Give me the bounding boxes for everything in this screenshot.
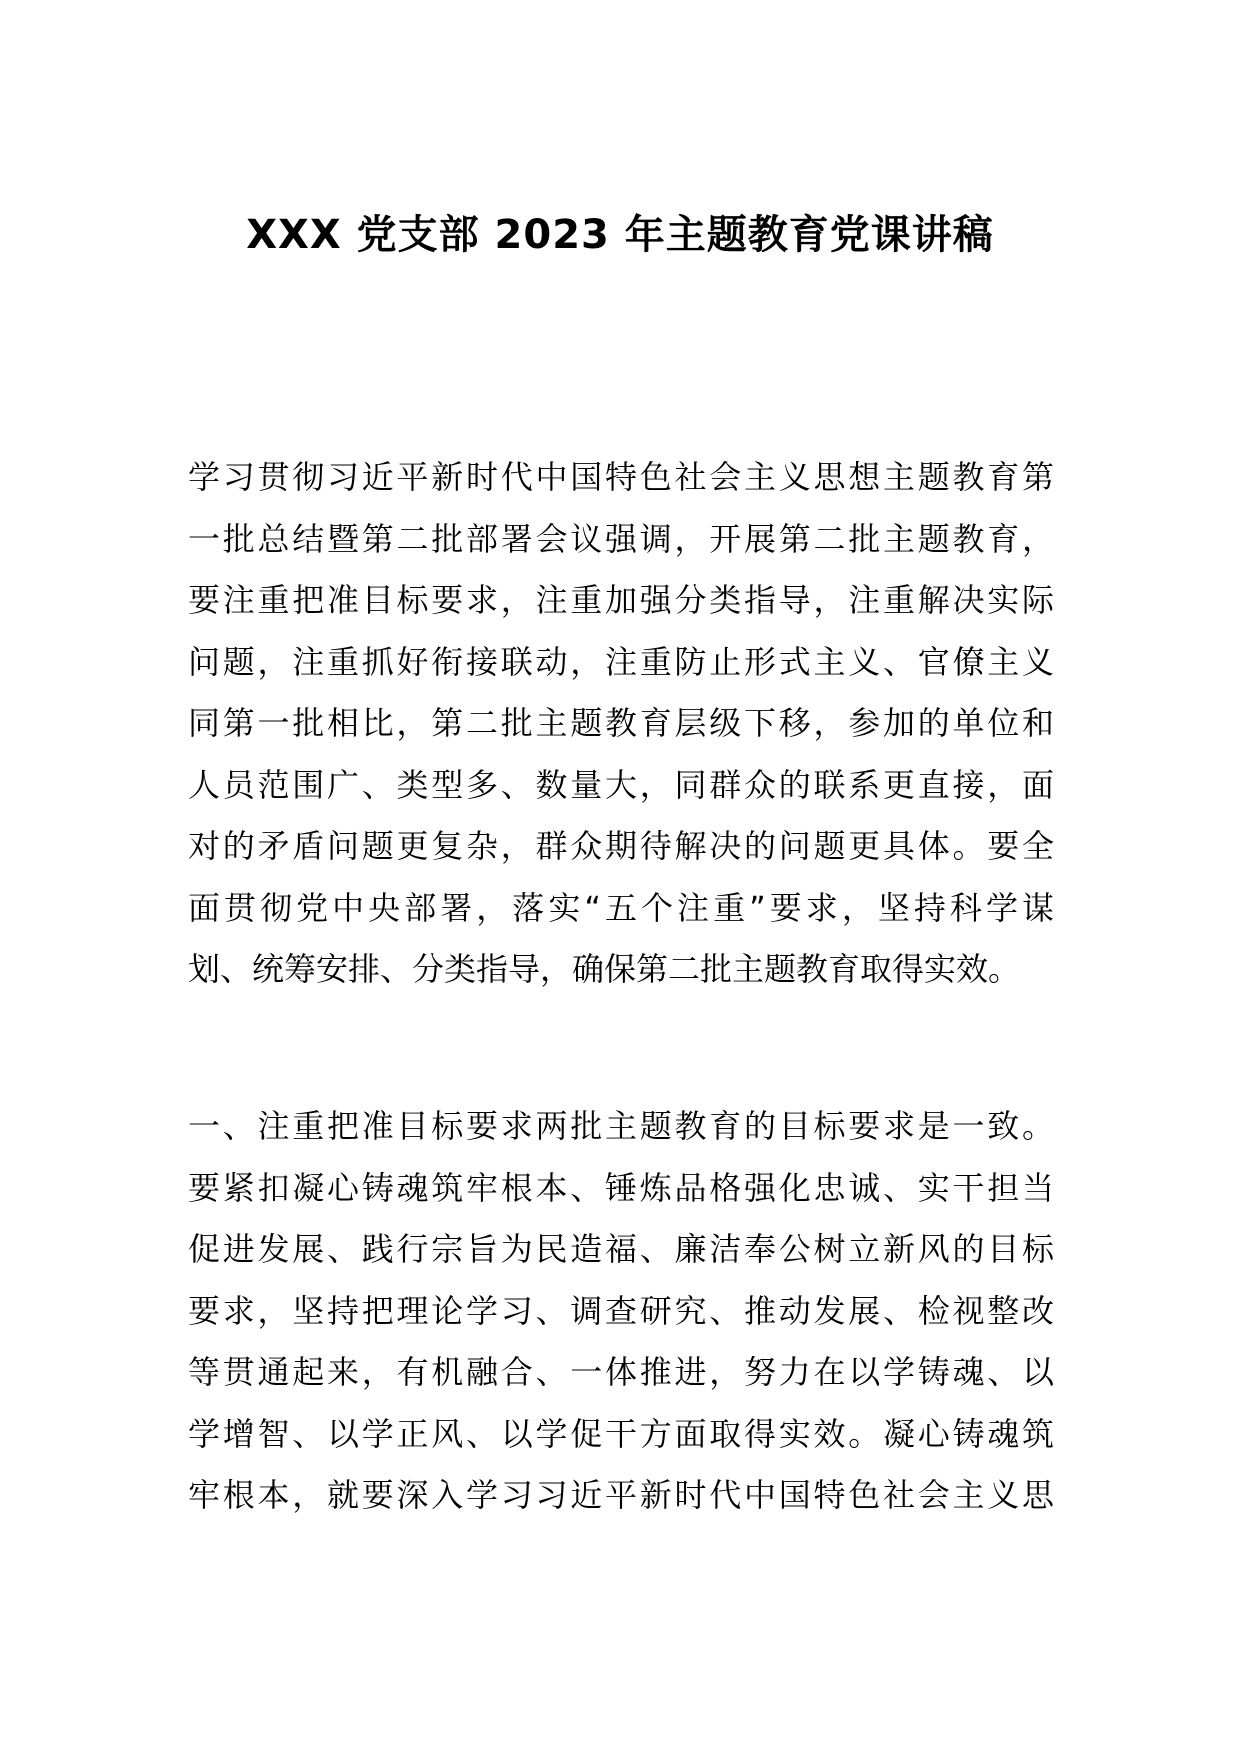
paragraph: [188, 1096, 1054, 1527]
section-one-paragraph: [188, 1096, 1054, 1527]
text-line: 牢根本，就要深入学习习近平新时代中国特色社会主义思: [188, 1476, 1054, 1514]
text-line: 等贯通起来，有机融合、一体推进，努力在以学铸魂、以: [188, 1353, 1054, 1391]
text-line: 问题，注重抓好衔接联动，注重防止形式主义、官僚主义: [188, 642, 1054, 681]
text-line: 人员范围广、类型多、数量大，同群众的联系更直接，面: [188, 765, 1054, 804]
text-line: 面贯彻党中央部署，落实“五个注重”要求，坚持科学谋: [188, 888, 1054, 927]
text-line: 要求，坚持把理论学习、调查研究、推动发展、检视整改: [188, 1291, 1054, 1330]
text-line: 一、注重把准目标要求两批主题教育的目标要求是一致。: [188, 1107, 1054, 1145]
document-title: XXX 党支部 2023 年主题教育党课讲稿: [246, 212, 994, 258]
text-line: 学习贯彻习近平新时代中国特色社会主义思想主题教育第: [188, 458, 1054, 496]
text-line: 对的矛盾问题更复杂，群众期待解决的问题更具体。要全: [188, 827, 1054, 865]
text-line: 要注重把准目标要求，注重加强分类指导，注重解决实际: [188, 581, 1054, 619]
intro-paragraph: [188, 447, 1054, 1001]
text-line: 一批总结暨第二批部署会议强调，开展第二批主题教育，: [188, 519, 1054, 558]
text-line: 促进发展、践行宗旨为民造福、廉洁奉公树立新风的目标: [188, 1230, 1054, 1268]
text-line: 同第一批相比，第二批主题教育层级下移，参加的单位和: [188, 704, 1054, 742]
paragraph: [188, 447, 1054, 1001]
text-line: 要紧扣凝心铸魂筑牢根本、锤炼品格强化忠诚、实干担当: [188, 1168, 1054, 1207]
text-line: 学增智、以学正风、以学促干方面取得实效。凝心铸魂筑: [188, 1414, 1054, 1453]
text-line: 划、统筹安排、分类指导，确保第二批主题教育取得实效。: [188, 950, 1021, 988]
